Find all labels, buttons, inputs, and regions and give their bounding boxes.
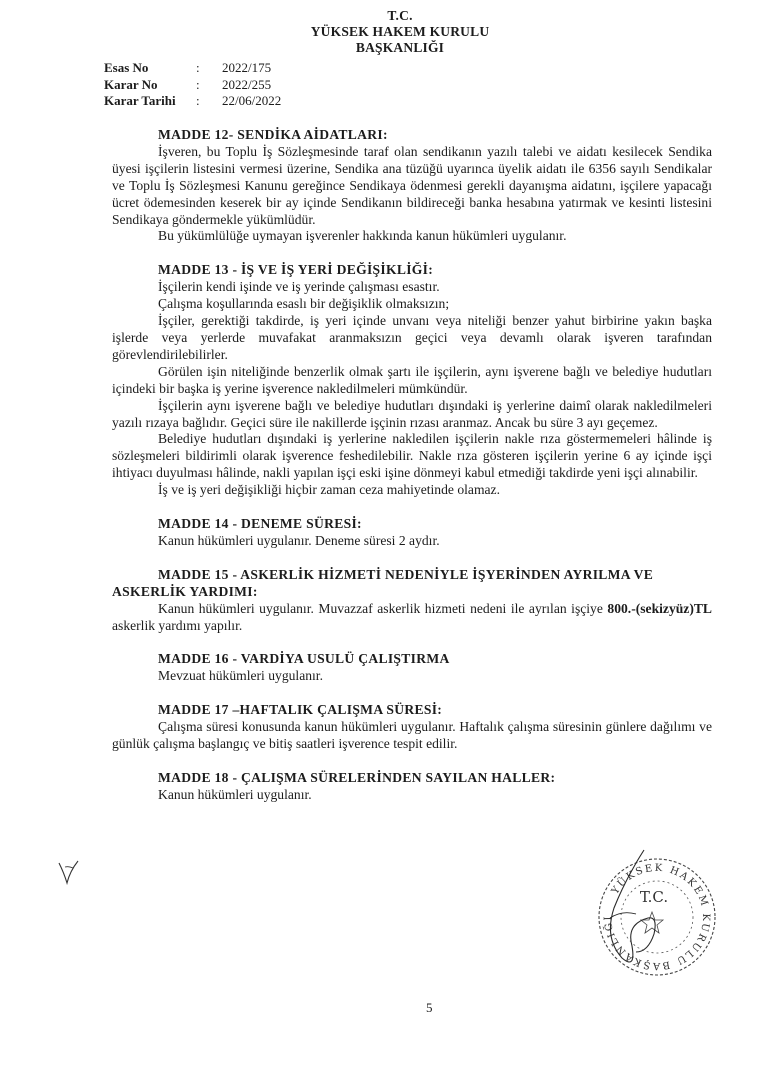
- article-14-paragraph-1: Kanun hükümleri uygulanır. Deneme süresi 2 aydır.: [158, 532, 440, 548]
- decision-number-value: 2022/255: [222, 76, 272, 92]
- article-17-paragraph-1: Çalışma süresi konusunda kanun hükümleri uygulanır. Haftalık çalışma süresinin günlere dağılımı ve günlük çalışma başlangıç ve bitiş saatleri işverence tespit edilir.: [112, 719, 712, 752]
- article-17-title: MADDE 17 –HAFTALIK ÇALIŞMA SÜRESİ:: [158, 702, 443, 718]
- seal-top-text: T.C.: [639, 888, 669, 906]
- article-18: [112, 770, 712, 804]
- decision-date-label: Karar Tarihi: [104, 93, 176, 108]
- article-17: [112, 702, 712, 753]
- case-metadata: [104, 60, 281, 110]
- article-15-paragraph-1: [112, 601, 712, 635]
- article-16-title: MADDE 16 - VARDİYA USULÜ ÇALIŞTIRMA: [158, 651, 450, 667]
- article-15: [112, 567, 712, 635]
- page-number: 5: [426, 1000, 433, 1015]
- decision-date-value: 22/06/2022: [222, 93, 282, 108]
- article-15-text-a: Kanun hükümleri uygulanır. Muvazzaf askerlik hizmeti nedeni ile ayrılan işçiye: [158, 600, 608, 616]
- decision-date-row: [104, 93, 281, 110]
- header-country: T.C.: [387, 8, 413, 23]
- article-18-paragraph-1: Kanun hükümleri uygulanır.: [158, 786, 312, 802]
- decision-date-colon: :: [196, 93, 200, 108]
- case-number-label: Esas No: [104, 60, 149, 75]
- article-12: [112, 127, 712, 245]
- article-13-paragraph-4: Görülen işin niteliğinde benzerlik olmak şartı ile işçilerin, aynı işverene bağlı ve belediye hudutları içindeki bir başka iş yerine işverence nakledilmeleri mümkündür.: [112, 363, 712, 396]
- article-15-text-c: askerlik yardımı yapılır.: [112, 617, 243, 633]
- article-18-title: MADDE 18 - ÇALIŞMA SÜRELERİNDEN SAYILAN HALLER:: [158, 770, 556, 785]
- article-13-paragraph-3: İşçiler, gerektiği takdirde, iş yeri içinde unvanı veya niteliği benzer yahut birbirine yakın başka işlerde veya yerlerde muvafakat aranmaksızın geçici veya devamlı olarak işveren tarafından görevlendirilebilirler.: [112, 313, 712, 362]
- seal-ring-text: YÜKSEK HAKEM KURULU BAŞKANLIĞI: [602, 862, 712, 972]
- decision-number-row: [104, 77, 281, 94]
- signature-scribble: [596, 848, 669, 978]
- decision-number-colon: :: [196, 76, 200, 92]
- military-aid-amount: 800.-(sekizyüz)TL: [607, 600, 712, 616]
- article-16: [112, 651, 712, 685]
- article-12-paragraph-1: İşveren, bu Toplu İş Sözleşmesinde taraf olan sendikanın yazılı talebi ve aidatı kesilecek Sendika üyesi işçilerin listesini vermesi üzerine, Sendika ana tüzüğü uyarınca üyelik aidatı ile 6356 sayılı Sendikalar ve Toplu İş Sözleşmesi Kanunu gereğince Sendikaya ödenmesi gerekli dayanışma aidatını, işçilere yapacağı ücret ödemesinden keserek bir ay içinde Sendikanın bildireceği banka hesabına yatırmak ve kesinti listesini Sendikaya göndermekle yükümlüdür.: [112, 143, 712, 227]
- article-12-title: MADDE 12- SENDİKA AİDATLARI:: [158, 127, 388, 142]
- article-13-paragraph-7: İş ve iş yeri değişikliği hiçbir zaman ceza mahiyetinde olamaz.: [158, 482, 500, 498]
- article-13-paragraph-1: İşçilerin kendi işinde ve iş yerinde çalışması esastır.: [158, 279, 440, 295]
- article-14-title: MADDE 14 - DENEME SÜRESİ:: [158, 516, 362, 532]
- article-14: [112, 516, 712, 550]
- case-number-colon: :: [196, 60, 200, 75]
- article-13-title: MADDE 13 - İŞ VE İŞ YERİ DEĞİŞİKLİĞİ:: [158, 262, 434, 278]
- header-institution: YÜKSEK HAKEM KURULU: [310, 24, 490, 39]
- article-15-title: MADDE 15 - ASKERLİK HİZMETİ NEDENİYLE İŞYERİNDEN AYRILMA VE ASKERLİK YARDIMI:: [112, 566, 654, 599]
- document-body: [112, 127, 712, 804]
- article-16-paragraph-1: Mevzuat hükümleri uygulanır.: [158, 668, 323, 684]
- decision-number-label: Karar No: [104, 76, 158, 92]
- case-number-value: 2022/175: [222, 60, 272, 75]
- document-header: [250, 8, 550, 56]
- article-13: [112, 262, 712, 499]
- handwritten-margin-mark: [56, 857, 82, 887]
- case-number-row: [104, 60, 281, 77]
- article-13-paragraph-6: Belediye hudutları dışındaki iş yerlerine nakledilen işçilerin nakle rıza göstermemeleri hâlinde iş sözleşmeleri bildirimli olarak işverence feshedilebilir. Nakle rıza gösteren işçilerin yerine 6 ay içinde işçi ihtiyacı duyulması hâlinde, nakli yapılan işçi eski işine dönmeyi kabul etmediği takdirde yeni işçi alınabilir.: [112, 431, 712, 481]
- article-12-paragraph-2: Bu yükümlülüğe uymayan işverenler hakkında kanun hükümleri uygulanır.: [158, 228, 567, 244]
- header-office: BAŞKANLIĞI: [355, 40, 445, 55]
- article-13-paragraph-5: İşçilerin aynı işverene bağlı ve belediye hudutları dışındaki iş yerlerine daimî olarak nakledilmeleri yazılı rızaya bağlıdır. Geçici süre ile nakillerde işçinin rızası aranmaz. Ancak bu süre 3 ayı geçemez.: [112, 397, 712, 430]
- article-13-paragraph-2: Çalışma koşullarında esaslı bir değişiklik olmaksızın;: [158, 296, 450, 312]
